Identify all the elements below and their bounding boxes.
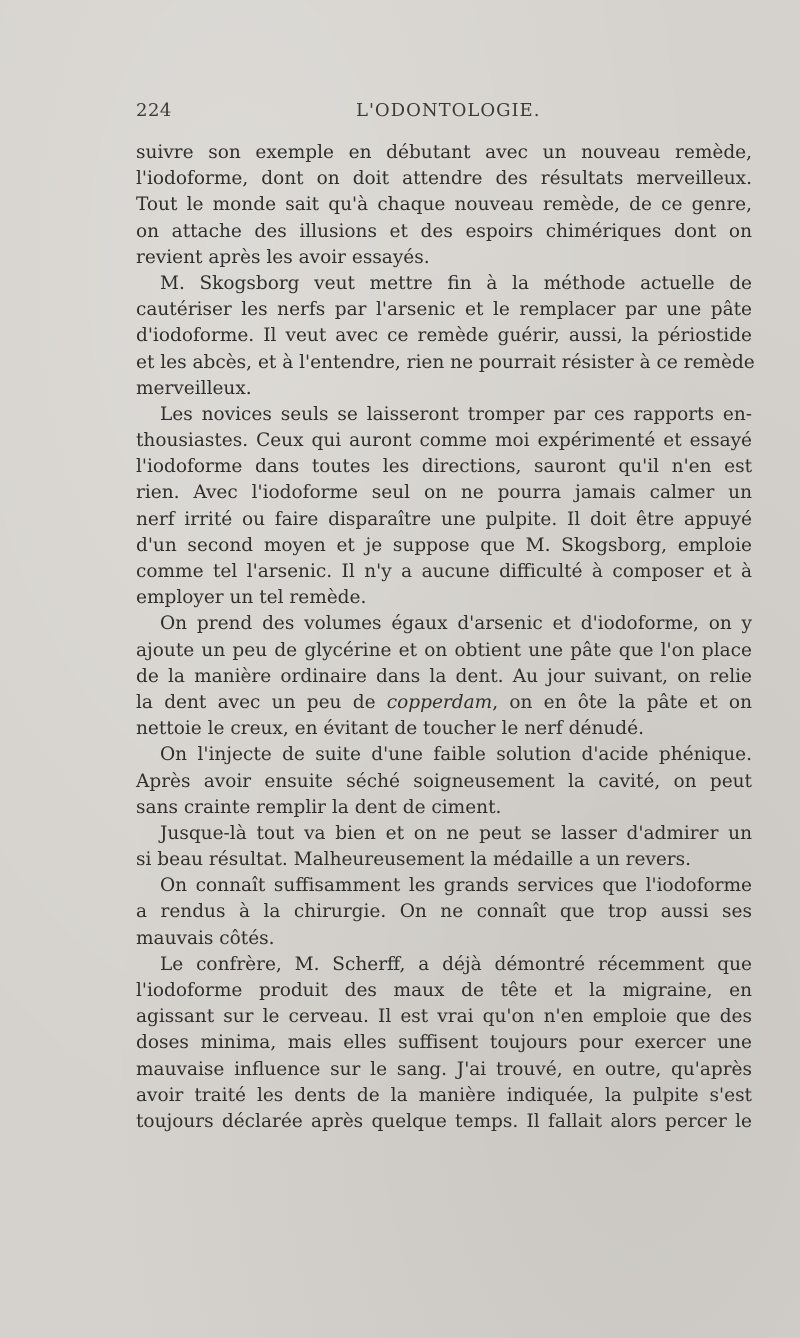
text-line: On connaît suffisamment les grands services que l'iodoforme (160, 875, 752, 897)
text-line: et les abcès, et à l'entendre, rien ne pourrait résister à ce remède (136, 351, 755, 373)
text-line: l'iodoforme, dont on doit attendre des résultats merveilleux. (136, 168, 752, 190)
text-line: agissant sur le cerveau. Il est vrai qu'on n'en emploie que des (136, 1006, 752, 1028)
text-line: rien. Avec l'iodoforme seul on ne pourra jamais calmer un (136, 482, 752, 504)
text-line: On l'injecte de suite d'une faible solution d'acide phénique. (160, 744, 752, 766)
text-line: Le confrère, M. Scherff, a déjà démontré récemment que (160, 953, 752, 975)
text-line: a rendus à la chirurgie. On ne connaît que trop aussi ses (136, 901, 752, 923)
text-line: thousiastes. Ceux qui auront comme moi expérimenté et essayé (136, 430, 752, 452)
text-line: Jusque-là tout va bien et on ne peut se lasser d'admirer un (160, 822, 752, 844)
page-header (136, 100, 756, 130)
text-line: on attache des illusions et des espoirs chimériques dont on (136, 220, 752, 242)
text-line: nettoie le creux, en évitant de toucher le nerf dénudé. (136, 718, 644, 740)
text-line: comme tel l'arsenic. Il n'y a aucune difficulté à composer et à (136, 561, 752, 582)
text-line: toujours déclarée après quelque temps. Il fallait alors percer le (136, 1110, 752, 1132)
text-line: merveilleux. (136, 377, 252, 399)
text-line: employer un tel remède. (136, 587, 367, 609)
text-line-mixed (136, 690, 752, 716)
text-line: de la manière ordinaire dans la dent. Au jour suivant, on relie (136, 665, 752, 687)
text-line: l'iodoforme produit des maux de tête et la migraine, en (136, 980, 752, 1001)
text-line: cautériser les nerfs par l'arsenic et le remplacer par une pâte (136, 299, 752, 321)
italic-term: copperdam (386, 691, 493, 713)
text-line: l'iodoforme dans toutes les directions, sauront qu'il n'en est (136, 456, 752, 478)
text-line: d'iodoforme. Il veut avec ce remède guérir, aussi, la périostide (136, 325, 752, 347)
body-text (136, 140, 755, 1135)
page-number: 224 (136, 100, 172, 121)
text-line: Les novices seuls se laisseront tromper par ces rapports en- (160, 403, 752, 425)
text-line: suivre son exemple en débutant avec un nouveau remède, (136, 142, 752, 163)
text-line: mauvais côtés. (136, 927, 275, 949)
text-line: si beau résultat. Malheureusement la médaille a un revers. (136, 849, 692, 871)
text-line: On prend des volumes égaux d'arsenic et d'iodoforme, on y (160, 613, 752, 635)
text-line: M. Skogsborg veut mettre fin à la méthode actuelle de (160, 272, 752, 294)
text-line: doses minima, mais elles suffisent toujours pour exercer une (136, 1032, 752, 1054)
text-line: Tout le monde sait qu'à chaque nouveau remède, de ce genre, (136, 194, 752, 216)
text-segment: , on en ôte la pâte et on (492, 691, 752, 713)
running-title: L'ODONTOLOGIE. (356, 100, 541, 121)
text-line: mauvaise influence sur le sang. J'ai trouvé, en outre, qu'après (136, 1058, 752, 1080)
text-segment: la dent avec un peu de (136, 691, 376, 713)
text-line: revient après les avoir essayés. (136, 246, 430, 268)
text-line: d'un second moyen et je suppose que M. Skogsborg, emploie (136, 534, 752, 556)
text-line: sans crainte remplir la dent de ciment. (136, 796, 502, 818)
text-line: avoir traité les dents de la manière indiquée, la pulpite s'est (136, 1084, 752, 1106)
text-line: nerf irrité ou faire disparaître une pulpite. Il doit être appuyé (136, 508, 752, 530)
text-line: Après avoir ensuite séché soigneusement la cavité, on peut (136, 770, 752, 792)
text-line: ajoute un peu de glycérine et on obtient une pâte que l'on place (136, 639, 752, 661)
